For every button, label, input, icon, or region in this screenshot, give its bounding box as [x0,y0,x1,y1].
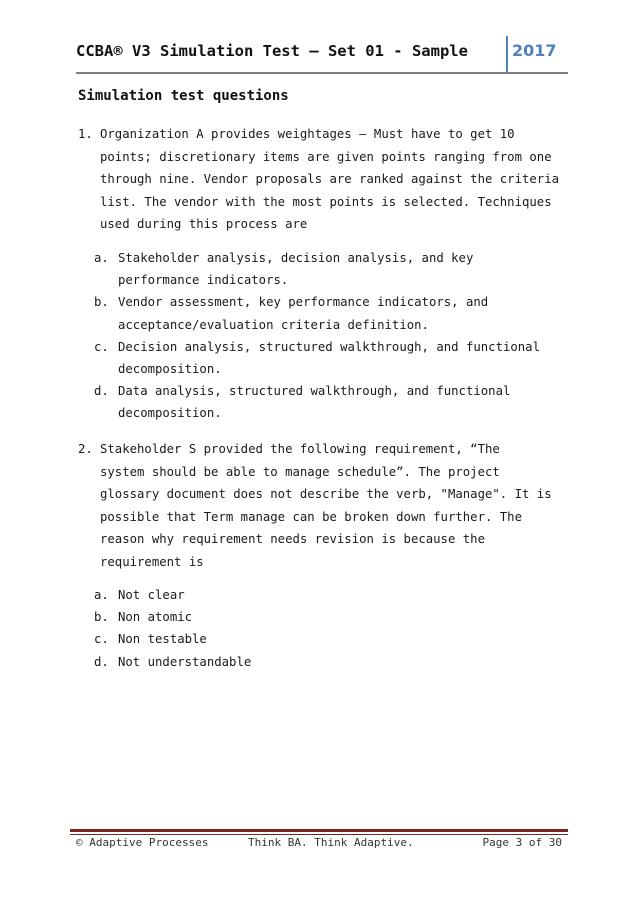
option-b [94,606,564,628]
option-text [118,651,564,673]
question-2-options [94,584,564,673]
page-header [76,36,568,74]
option-letter: d. [94,654,109,669]
question-number: 2. [78,442,93,456]
option-text [118,606,564,628]
question-line: list. The vendor with the most points is selected. Techniques [100,194,552,209]
option-text [118,628,564,650]
option-letter: a. [94,251,109,265]
question-line: used during this process are [100,217,308,231]
option-letter: c. [94,339,109,354]
option-line: decomposition. [118,406,222,421]
question-line: system should be able to manage schedule”. The project [100,464,500,479]
question-text [100,123,570,236]
option-line: performance indicators. [118,273,289,288]
option-line: Vendor assessment, key performance indicators, and [118,295,489,310]
question-line: through nine. Vendor proposals are ranked against the criteria [100,172,560,186]
option-text [118,336,564,380]
header-title: CCBA® V3 Simulation Test – Set 01 - Sample [76,42,468,60]
option-line: Not understandable [118,654,252,669]
option-text [118,247,564,291]
option-line: Non atomic [118,610,193,625]
option-line: Stakeholder analysis, decision analysis, and key [118,251,474,265]
question-line: Stakeholder S provided the following requirement, “The [100,442,500,456]
question-line: Organization A provides weightages – Must have to get 10 [100,127,515,141]
option-letter: b. [94,295,109,310]
option-a [94,247,564,291]
question-text [100,438,570,573]
question-1-options [94,247,564,425]
header-year: 2017 [512,41,557,60]
option-letter: c. [94,632,109,647]
option-text [118,380,564,424]
footer-page-number: Page 3 of 30 [482,836,562,849]
footer-rule-thin [70,834,568,835]
option-line: Not clear [118,588,185,602]
header-separator [506,36,508,72]
option-d [94,380,564,424]
page-footer [76,836,562,852]
option-c [94,628,564,650]
question-line: glossary document does not describe the verb, "Manage". It is [100,487,552,501]
section-title: Simulation test questions [78,88,289,104]
option-c [94,336,564,380]
footer-copyright: © Adaptive Processes [76,836,209,849]
option-line: Data analysis, structured walkthrough, and functional [118,384,511,399]
question-number: 1. [78,127,93,141]
option-letter: b. [94,610,109,625]
option-text [118,291,564,335]
question-line: reason why requirement needs revision is because the [100,532,485,546]
option-b [94,291,564,335]
option-a [94,584,564,606]
option-line: acceptance/evaluation criteria definition. [118,317,429,332]
footer-tagline: Think BA. Think Adaptive. [248,836,414,849]
option-d [94,651,564,673]
option-line: decomposition. [118,362,222,377]
option-letter: d. [94,384,109,399]
option-letter: a. [94,588,109,602]
question-line: points; discretionary items are given points ranging from one [100,149,552,164]
question-line: possible that Term manage can be broken down further. The [100,509,522,524]
header-rule [76,72,568,74]
option-line: Non testable [118,632,207,647]
footer-rule-thick [70,829,568,832]
question-2 [78,438,572,573]
question-line: requirement is [100,554,204,569]
option-text [118,584,564,606]
question-1 [78,123,572,236]
option-line: Decision analysis, structured walkthrough, and functional [118,339,540,354]
